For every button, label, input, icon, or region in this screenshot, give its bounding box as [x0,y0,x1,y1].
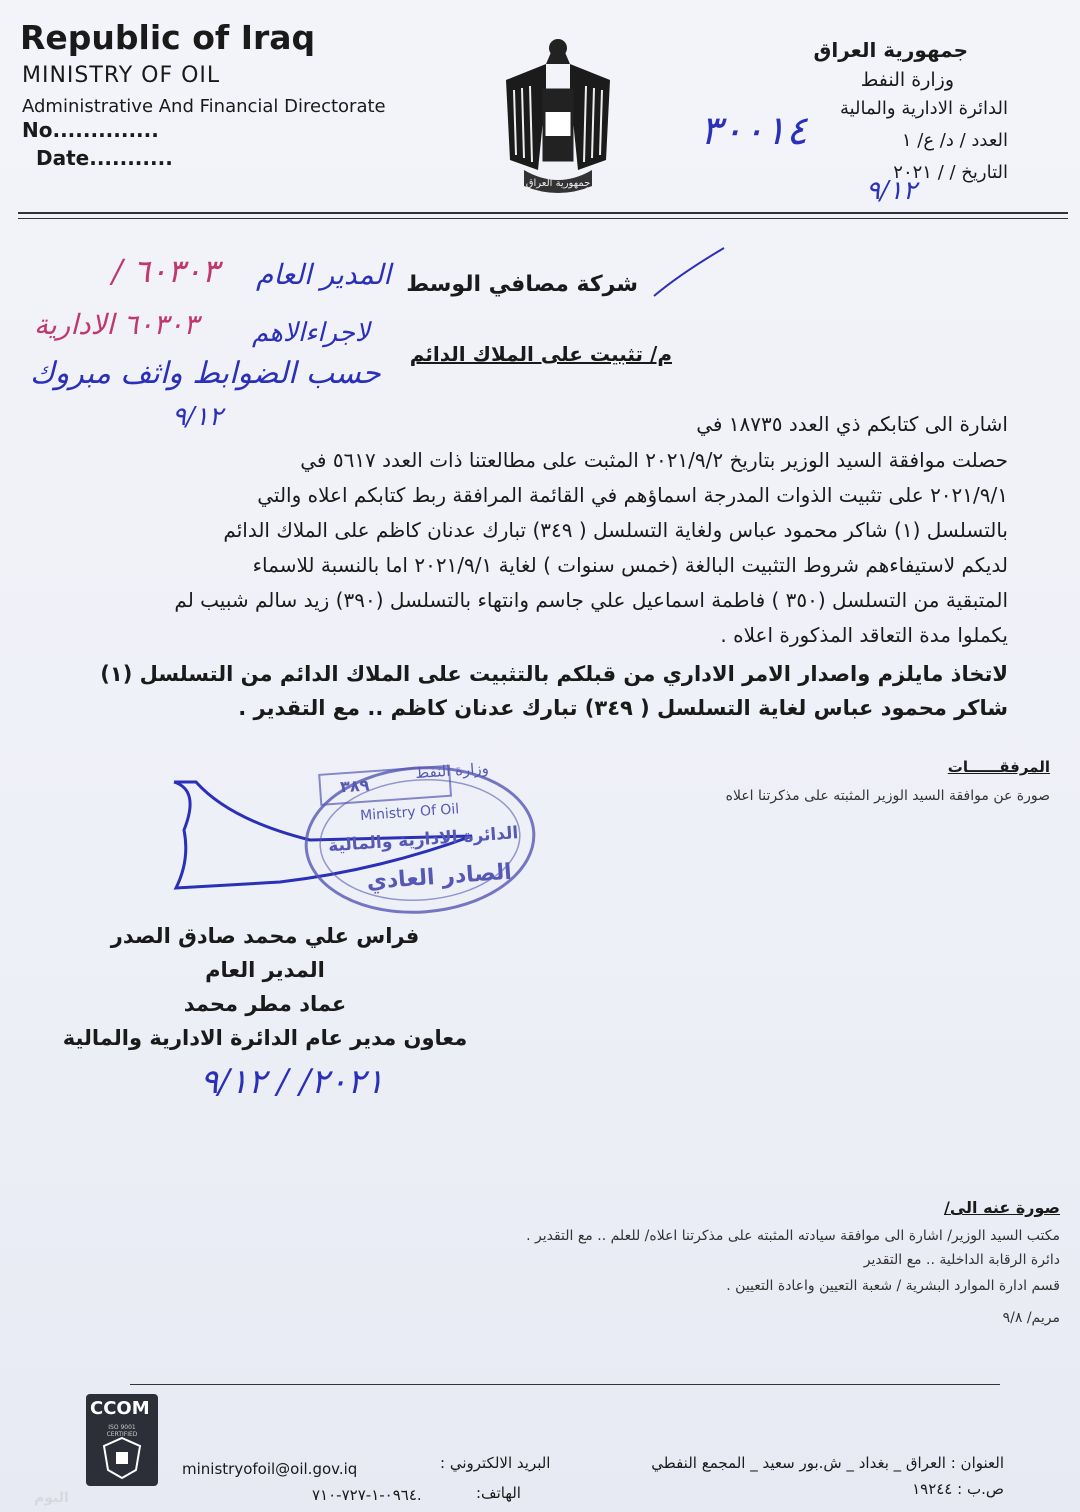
certification-shield-icon [102,1436,142,1480]
iraq-emblem-icon [498,30,616,200]
recipient: شركة مصافي الوسط [406,272,638,297]
paragraph-line-3: ٢٠٢١/٩/١ على تثبيت الذوات المدرجة اسماؤهم في القائمة المرافقة ربط كتابكم اعلاه والتي [257,483,1008,507]
handwritten-margin-note1: لاجراءالاهم [252,318,370,348]
stamp-line3: الدائرة الادارية والمالية [327,823,519,857]
attachments-title: المرفقــــــات [947,758,1050,776]
bold-line-1: لاتخاذ مايلزم واصدار الامر الاداري من قبلكم بالتثبيت على الملاك الدائم من التسلسل (١) [100,662,1008,686]
header-directorate-ar: الدائرة الادارية والمالية [839,98,1008,119]
stamp-line2: Ministry Of Oil [359,801,460,825]
watermark: اليوم [34,1490,69,1506]
official-stamp [295,752,546,928]
handwritten-margin-note3: ٩/١٢ [172,402,223,432]
footer-address: العنوان : العراق _ بغداد _ ش.بور سعيد _ المجمع النفطي [651,1454,1004,1472]
header-date-en: Date........... [36,146,173,170]
cc-item-2: دائرة الرقابة الداخلية .. مع التقدير [863,1252,1060,1268]
emblem-caption: جمهورية العراق [525,178,591,189]
attachments-item: صورة عن موافقة السيد الوزير المثبته على مذكرتنا اعلاه [725,788,1050,804]
footer-divider [130,1384,1000,1385]
ccom-logo-text: CCOM [90,1398,150,1419]
stamp-number: ٣٨٩ [339,775,370,797]
handwritten-ref-number: ٣٠٠١٤ [700,108,808,154]
paragraph-line-5: لديكم لاستيفاءهم شروط التثبيت البالغة (خمس سنوات ) لغاية ٢٠٢١/٩/١ اما بالنسبة للاسماء [252,553,1008,577]
footer-pobox: ص.ب : ١٩٢٤٤ [912,1480,1004,1498]
signatory-title: المدير العام [205,958,325,982]
stamp-line4: الصادر العادي [365,859,513,895]
footer-email-label: البريد الالكتروني : [440,1454,551,1472]
paragraph-line-2: حصلت موافقة السيد الوزير بتاريخ ٢٠٢١/٩/٢ المثبت على مطالعتنا ذات العدد ٥٦١٧ في [300,448,1008,472]
paragraph-line-4: بالتسلسل (١) شاكر محمود عباس ولغاية التسلسل ( ٣٤٩) تبارك عدنان كاظم على الملاك الدائم [223,518,1008,542]
cc-title: صورة عنه الى/ [944,1198,1060,1217]
header-directorate-en: Administrative And Financial Directorate [22,96,386,117]
header-divider-thin [18,218,1068,219]
pen-stroke-icon [650,244,730,304]
handwritten-code2: ٦٠٣٠٣ الادارية [34,308,199,341]
cc-item-1: مكتب السيد الوزير/ اشارة الى موافقة سيادته المثبته على مذكرتنا اعلاه/ للعلم .. مع التقدير . [526,1228,1060,1244]
signatory-name: فراس علي محمد صادق الصدر [110,924,420,948]
handwritten-signature-date: ٢٠٢١/ / ٩/١٢ [200,1062,384,1102]
cc-item-3: قسم ادارة الموارد البشرية / شعبة التعيين واعادة التعيين . [726,1278,1060,1294]
paragraph-line-7: يكملوا مدة التعاقد المذكورة اعلاه . [720,623,1008,647]
subject: م/ تثبيت على الملاك الدائم [409,342,672,366]
cc-initials: مريم/ ٩/٨ [1002,1310,1060,1326]
handwritten-gm-code: ٦٠٣٠٣ / [112,252,219,290]
header-country-ar: جمهورية العراق [813,38,968,62]
ccom-logo-sub: ISO 9001 CERTIFIED [106,1424,138,1438]
stamp-line1: وزارة النفط [414,759,490,783]
handwritten-margin-note2: حسب الضوابط واثف مبروك [30,356,381,391]
paragraph-line-1: اشارة الى كتابكم ذي العدد ١٨٧٣٥ في [696,412,1008,436]
footer-email[interactable]: ministryofoil@oil.gov.iq [182,1460,358,1478]
header-number-ar: العدد / د/ ع/ ١ [901,130,1008,151]
ccom-logo [86,1394,158,1486]
header-ministry-en: MINISTRY OF OIL [22,63,221,88]
header-divider [18,212,1068,214]
header-ministry-ar: وزارة النفط [860,69,954,91]
handwritten-gm-title: المدير العام [256,258,392,291]
header-no-en: No.............. [22,118,159,142]
bold-line-2: شاكر محمود عباس لغاية التسلسل ( ٣٤٩) تبارك عدنان كاظم .. مع التقدير . [238,696,1008,720]
header-country-en: Republic of Iraq [20,18,316,57]
deputy-title: معاون مدير عام الدائرة الادارية والمالية [62,1026,468,1050]
footer-phone: ٠٩٦٤-١-٧٢٧-٧١٠. [312,1486,422,1504]
paragraph-line-6: المتبقية من التسلسل (٣٥٠ ) فاطمة اسماعيل علي جاسم وانتهاء بالتسلسل (٣٩٠) زيد سالم شبيب لم [174,588,1008,612]
handwritten-date: ٩/١٢ [866,176,917,206]
deputy-name: عماد مطر محمد [183,992,347,1016]
footer-phone-label: الهاتف: [476,1484,521,1502]
header-date-ar: التاريخ / / ٢٠٢١ [893,162,1008,183]
